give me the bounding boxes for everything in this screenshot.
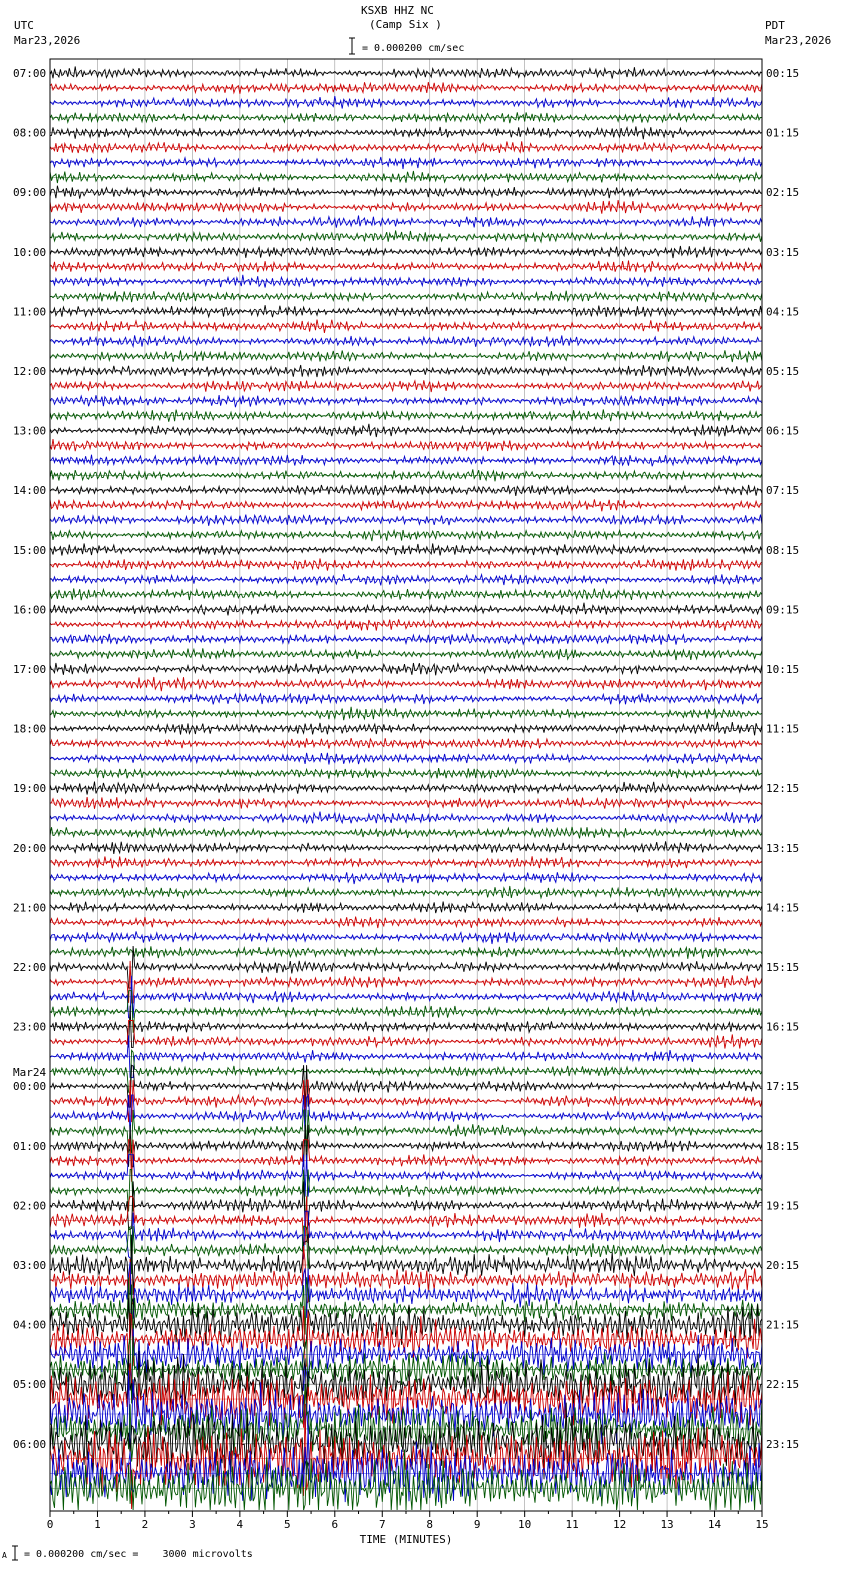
seismic-trace	[50, 67, 762, 79]
pdt-label: PDT	[765, 19, 785, 32]
seismic-trace	[50, 812, 762, 824]
seismic-trace	[50, 1329, 762, 1391]
x-tick-label: 12	[612, 1518, 627, 1531]
seismic-trace	[50, 1234, 762, 1295]
x-tick-label: 7	[378, 1518, 386, 1531]
utc-hour-label: 19:00	[13, 782, 47, 796]
utc-date: Mar23,2026	[14, 34, 81, 47]
pdt-hour-label: 08:15	[766, 543, 800, 557]
pdt-date: Mar23,2026	[765, 34, 832, 47]
utc-hour-label: 00:00	[13, 1080, 47, 1094]
seismic-trace	[50, 886, 762, 898]
x-tick-label: 10	[518, 1518, 532, 1531]
utc-hour-label: 06:00	[13, 1437, 47, 1451]
x-tick-label: 3	[189, 1518, 196, 1531]
seismic-trace	[50, 872, 762, 884]
seismic-trace	[50, 395, 762, 407]
utc-hour-label: 23:00	[13, 1020, 47, 1034]
x-tick-label: 15	[755, 1518, 769, 1531]
pdt-hour-label: 04:15	[766, 305, 800, 319]
seismic-trace	[50, 141, 762, 153]
pdt-hour-label: 11:15	[766, 722, 800, 736]
pdt-hour-label: 02:15	[766, 186, 800, 200]
pdt-hour-label: 00:15	[766, 67, 800, 80]
utc-hour-label: 14:00	[13, 484, 47, 498]
pdt-hour-label: 19:15	[766, 1199, 800, 1213]
utc-hour-label: 04:00	[13, 1318, 47, 1332]
trace-group	[50, 67, 762, 1511]
seismic-trace	[50, 439, 762, 451]
pdt-hour-label: 12:15	[766, 782, 800, 796]
pdt-hour-label: 09:15	[766, 603, 800, 617]
seismic-trace	[50, 856, 762, 868]
utc-hour-label: 13:00	[13, 424, 47, 438]
x-tick-label: 0	[46, 1518, 54, 1531]
seismic-trace	[50, 275, 762, 288]
pdt-hour-label: 03:15	[766, 245, 800, 259]
pdt-hour-label: 20:15	[766, 1259, 800, 1272]
pdt-hour-label: 10:15	[766, 663, 800, 676]
scale-label: = 0.000200 cm/sec	[362, 43, 465, 54]
site-title: (Camp Six )	[369, 18, 442, 31]
x-tick-label: 4	[236, 1518, 244, 1531]
pdt-hour-label: 06:15	[766, 424, 800, 438]
utc-hour-label: 18:00	[13, 722, 47, 736]
pdt-hour-label: 13:15	[766, 841, 800, 855]
seismic-trace	[50, 216, 762, 228]
utc-hour-label: 15:00	[13, 543, 47, 557]
utc-hour-label: 16:00	[13, 603, 47, 617]
pdt-hour-label: 07:15	[766, 484, 800, 498]
utc-hour-label: 20:00	[13, 841, 47, 855]
station-title: KSXB HHZ NC	[361, 4, 434, 17]
footer-scale-note: = 0.000200 cm/sec = 3000 microvolts	[24, 1549, 253, 1560]
x-tick-label: 9	[473, 1518, 481, 1531]
seismic-trace	[50, 603, 762, 616]
utc-hour-label: 11:00	[13, 305, 47, 319]
footer-scale-prefix: A	[2, 1551, 7, 1560]
pdt-hour-label: 14:15	[766, 901, 800, 915]
utc-hour-label: 10:00	[13, 245, 47, 259]
x-tick-label: 14	[707, 1518, 722, 1531]
x-tick-label: 1	[94, 1518, 101, 1531]
utc-hour-label: 05:00	[13, 1378, 47, 1392]
x-tick-label: 13	[660, 1518, 674, 1531]
seismic-trace	[50, 380, 762, 392]
utc-hour-label: 21:00	[13, 901, 47, 915]
x-tick-label: 11	[565, 1518, 579, 1531]
utc-hour-label: 02:00	[13, 1199, 47, 1213]
seismic-trace	[50, 96, 762, 109]
pdt-hour-label: 17:15	[766, 1080, 800, 1094]
pdt-hour-label: 05:15	[766, 365, 800, 378]
x-tick-label: 2	[141, 1518, 149, 1531]
x-tick-label: 6	[331, 1518, 339, 1531]
pdt-hour-label: 15:15	[766, 961, 800, 974]
utc-hour-label: 08:00	[13, 126, 47, 140]
seismic-trace	[50, 543, 762, 555]
utc-hour-label: 03:00	[13, 1259, 47, 1272]
utc-hour-label: 01:00	[13, 1139, 47, 1153]
utc-label: UTC	[14, 19, 34, 32]
pdt-hour-label: 21:15	[766, 1318, 800, 1332]
x-axis-label: TIME (MINUTES)	[359, 1533, 453, 1546]
x-tick-label: 5	[284, 1518, 291, 1531]
pdt-hour-label: 18:15	[766, 1139, 800, 1153]
pdt-hour-label: 16:15	[766, 1020, 800, 1034]
seismic-trace	[50, 797, 762, 809]
pdt-hour-label: 23:15	[766, 1437, 800, 1451]
utc-hour-label: 12:00	[13, 365, 47, 378]
seismic-trace	[50, 231, 762, 243]
seismic-trace	[50, 946, 762, 959]
seismic-trace	[50, 619, 762, 630]
x-tick-label: 8	[426, 1518, 434, 1531]
utc-hour-label: 09:00	[13, 186, 47, 200]
date-change-label: Mar24	[13, 1066, 47, 1080]
pdt-hour-label: 22:15	[766, 1378, 800, 1392]
utc-hour-label: 22:00	[13, 961, 47, 974]
seismic-trace	[50, 530, 762, 541]
utc-hour-label: 07:00	[13, 67, 47, 80]
seismic-trace	[50, 931, 762, 944]
pdt-hour-label: 01:15	[766, 126, 800, 140]
seismic-trace	[50, 157, 762, 169]
seismic-trace	[50, 841, 762, 854]
utc-hour-label: 17:00	[13, 663, 47, 676]
